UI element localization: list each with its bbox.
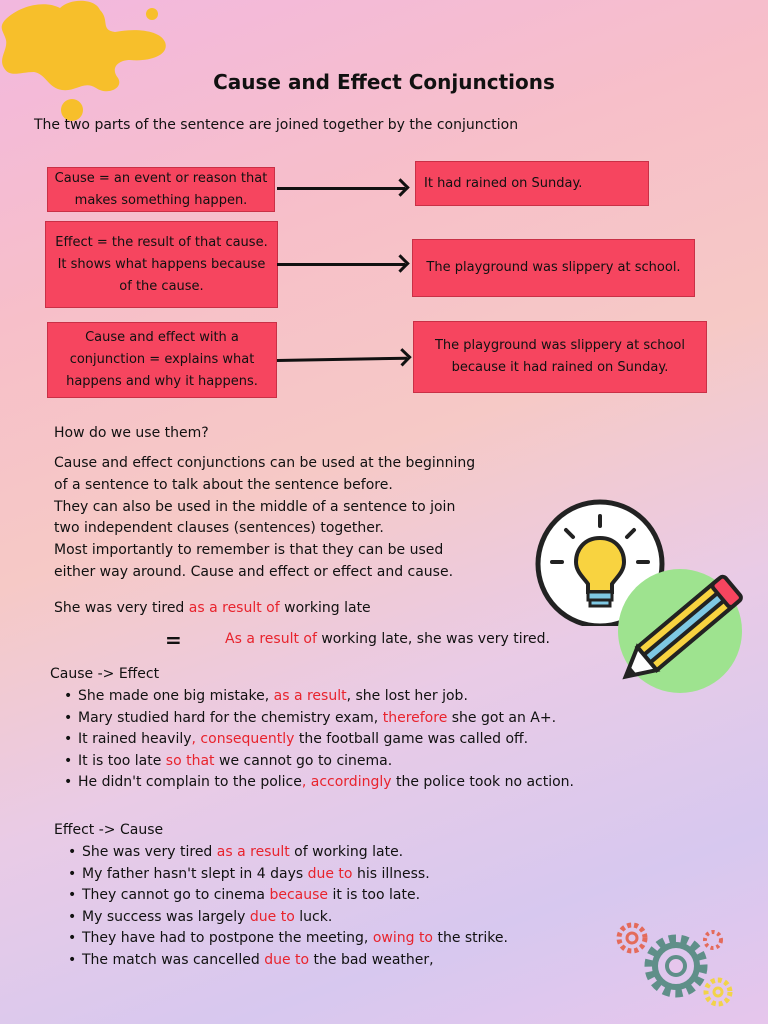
example-text: My father hasn't slept in 4 days [82, 865, 308, 882]
effect-example-text: The playground was slippery at school. [426, 260, 681, 275]
equals-sign: = [165, 628, 182, 652]
list-item [60, 751, 620, 773]
conjunction-highlight: as a result [216, 844, 290, 860]
example-text: , she lost her job. [346, 688, 468, 704]
example-text: we cannot go to cinema. [214, 752, 393, 769]
cause-example-box [415, 161, 649, 206]
list-item [64, 928, 624, 950]
conjunction-highlight: so that [165, 752, 215, 769]
effect-definition-text: Effect = the result of that cause. It shows what happens because of the cause. [55, 234, 268, 294]
paragraph-line: either way around. Cause and effect or effect and cause. [54, 563, 454, 580]
conjunction-example-box [413, 321, 707, 393]
example-text: she got an A+. [447, 709, 557, 726]
page-title: Cause and Effect Conjunctions [213, 70, 555, 94]
example-text: Mary studied hard for the chemistry exam, [78, 709, 383, 726]
list-item [60, 772, 620, 794]
example-text: working late, she was very tired. [316, 631, 550, 647]
conjunction-highlight: As a result of [225, 631, 317, 647]
conjunction-highlight: due to [264, 951, 310, 968]
conjunction-highlight: , consequently [191, 731, 295, 748]
list-item [64, 907, 624, 929]
example-text: the police took no action. [391, 774, 575, 791]
example-text: it is too late. [328, 887, 421, 904]
example-text: the strike. [433, 930, 508, 947]
cause-example-text: It had rained on Sunday. [424, 175, 583, 191]
example-text: the football game was called off. [294, 731, 529, 748]
example-sentence-2 [225, 631, 550, 647]
example-text: The match was cancelled [82, 951, 265, 968]
paragraph-line: Cause and effect conjunctions can be used at the beginning [54, 455, 476, 471]
list-item [64, 885, 624, 907]
conjunction-definition-text: Cause and effect with a conjunction = explains what happens and why it happens. [66, 330, 258, 389]
conjunction-example-text: The playground was slippery at school because it had rained on Sunday. [434, 338, 685, 375]
conjunction-highlight: as a result [273, 688, 347, 704]
cause-effect-list [60, 686, 620, 794]
cause-definition-text: Cause = an event or reason that makes something happen. [54, 170, 268, 208]
conjunction-definition-box [47, 322, 277, 398]
example-text: They have had to postpone the meeting, [82, 930, 373, 947]
effect-cause-heading: Effect -> Cause [54, 822, 164, 838]
conjunction-highlight: as a result of [188, 600, 280, 616]
gears-icon [612, 918, 742, 1008]
paragraph-line: They can also be used in the middle of a sentence to join [54, 498, 456, 515]
arrow-right-icon [277, 263, 405, 266]
example-text: He didn't complain to the police [78, 774, 302, 791]
list-item [60, 729, 620, 751]
paragraph-line: Most importantly to remember is that they can be used [54, 542, 444, 559]
conjunction-highlight: due to [307, 865, 353, 882]
arrow-right-icon [277, 357, 407, 362]
list-item [60, 708, 620, 730]
list-item [60, 686, 620, 708]
list-item [64, 864, 624, 886]
example-text: They cannot go to cinema [82, 887, 270, 904]
paragraph-line: two independent clauses (sentences) together. [54, 520, 384, 537]
cause-definition-box [47, 167, 275, 212]
cause-effect-heading: Cause -> Effect [50, 666, 160, 682]
example-text: luck. [294, 908, 333, 925]
example-text: of working late. [289, 844, 404, 860]
explanation-paragraph [54, 453, 514, 584]
list-item [64, 842, 624, 864]
conjunction-highlight: because [269, 887, 329, 904]
example-text: his illness. [352, 865, 430, 882]
arrow-right-icon [277, 187, 405, 190]
effect-example-box [412, 239, 695, 297]
conjunction-highlight: owing to [372, 930, 433, 947]
conjunction-highlight: therefore [382, 709, 448, 726]
example-text: She was very tired [54, 600, 189, 616]
pencil-icon [605, 566, 755, 696]
example-text: She made one big mistake, [78, 688, 274, 704]
conjunction-highlight: , accordingly [301, 774, 392, 791]
example-text: working late [279, 600, 371, 616]
example-text: It is too late [78, 752, 166, 769]
example-text: the bad weather, [309, 951, 434, 968]
example-text: My success was largely [82, 908, 250, 925]
how-heading: How do we use them? [54, 425, 209, 441]
page-subtitle: The two parts of the sentence are joined together by the conjunction [34, 117, 519, 133]
paragraph-line: of a sentence to talk about the sentence before. [54, 476, 393, 493]
effect-definition-box [45, 221, 278, 308]
paint-splash-icon [0, 0, 175, 125]
example-text: It rained heavily [78, 731, 192, 748]
list-item [64, 950, 624, 972]
effect-cause-list [64, 842, 624, 972]
example-text: She was very tired [82, 844, 217, 860]
example-sentence-1 [54, 600, 371, 616]
conjunction-highlight: due to [249, 908, 295, 925]
